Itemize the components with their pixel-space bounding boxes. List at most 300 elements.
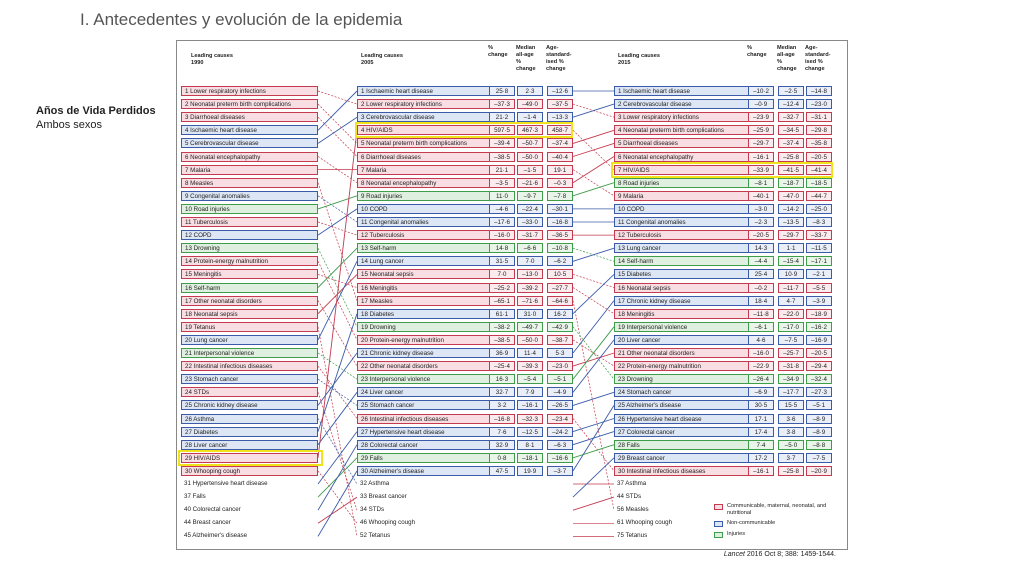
change-value: –39·3	[517, 361, 543, 371]
change-value: 10·5	[547, 269, 573, 279]
cause-box-2005: 13 Self-harm	[357, 243, 494, 253]
cause-box-1990: 13 Drowning	[181, 243, 318, 253]
rank-connector	[318, 117, 357, 156]
rank-connector	[318, 222, 357, 235]
cause-box-2005: 34 STDs	[360, 506, 385, 514]
change-value: –20·5	[806, 348, 832, 358]
change-value: –49·7	[517, 322, 543, 332]
cause-box-1990: 37 Falls	[184, 493, 206, 501]
cause-box-2015: 9 Malaria	[614, 191, 751, 201]
change-value: 14·3	[748, 243, 774, 253]
change-value: 8·1	[517, 440, 543, 450]
cause-box-2015: 11 Congenital anomalies	[614, 217, 751, 227]
change-value: –26·5	[547, 400, 573, 410]
cause-box-2005: 19 Drowning	[357, 322, 494, 332]
change-value: –15·4	[778, 256, 804, 266]
header-2005-line: Leading causes	[361, 53, 403, 59]
rank-connector	[573, 340, 614, 392]
change-value: –26·4	[748, 374, 774, 384]
change-value: –18·7	[778, 178, 804, 188]
cause-box-1990: 45 Alzheimer's disease	[184, 532, 248, 540]
change-value: –16·0	[748, 348, 774, 358]
change-value: –16·9	[806, 335, 832, 345]
cause-box-2005: 4 HIV/AIDS	[357, 125, 494, 135]
rank-connector	[318, 196, 357, 222]
cause-box-2005: 10 COPD	[357, 204, 494, 214]
header-age-std-c2005	[546, 45, 572, 73]
header-median-c2005-line: all-age	[516, 52, 534, 58]
change-value: –7·8	[547, 191, 573, 201]
change-value: –21·6	[517, 178, 543, 188]
rank-connector	[318, 419, 357, 485]
change-value: 597·5	[489, 125, 515, 135]
change-value: –37·5	[547, 99, 573, 109]
cause-box-2015: 15 Diabetes	[614, 269, 751, 279]
rank-connector	[573, 274, 614, 287]
header-median-c2015-line: Median	[777, 45, 797, 51]
change-value: –31·7	[517, 230, 543, 240]
change-value: –17·7	[778, 387, 804, 397]
legend-label-cm: Communicable, maternal, neonatal, and nutritional	[727, 503, 827, 516]
change-value: 11·4	[517, 348, 543, 358]
cause-box-1990: 27 Diabetes	[181, 427, 318, 437]
cause-box-2015: 3 Lower respiratory infections	[614, 112, 751, 122]
legend-label-inj: Injuries	[727, 531, 746, 537]
change-value: –64·6	[547, 296, 573, 306]
change-value: –0·3	[547, 178, 573, 188]
header-median-c2005-line: change	[516, 66, 536, 72]
change-value: 25·4	[748, 269, 774, 279]
rank-connector	[318, 209, 357, 235]
rank-connector	[573, 143, 614, 156]
rank-connector	[318, 392, 357, 444]
change-value: –14·2	[778, 204, 804, 214]
change-value: –25·9	[748, 125, 774, 135]
change-value: –24·2	[547, 427, 573, 437]
citation-rest: 2016 Oct 8; 388: 1459-1544.	[744, 551, 836, 558]
change-value: –25·4	[489, 361, 515, 371]
cause-box-1990: 1 Lower respiratory infections	[181, 86, 318, 96]
change-value: 1·1	[778, 243, 804, 253]
change-value: –16·2	[806, 322, 832, 332]
cause-box-1990: 6 Neonatal encephalopathy	[181, 152, 318, 162]
change-value: 7·0	[489, 269, 515, 279]
change-value: –5·1	[547, 374, 573, 384]
cause-box-2005: 21 Chronic kidney disease	[357, 348, 494, 358]
header-age-std-c2015	[805, 45, 831, 73]
change-value: –23·0	[806, 99, 832, 109]
change-value: –18·5	[806, 178, 832, 188]
cause-box-2015: 61 Whooping cough	[617, 519, 673, 527]
change-value: 2·3	[517, 86, 543, 96]
change-value: –41·5	[778, 165, 804, 175]
change-value: 3·2	[489, 400, 515, 410]
cause-box-2005: 14 Lung cancer	[357, 256, 494, 266]
cause-box-2005: 25 Stomach cancer	[357, 400, 494, 410]
cause-box-1990: 23 Stomach cancer	[181, 374, 318, 384]
change-value: –16·1	[517, 400, 543, 410]
change-value: 25·8	[489, 86, 515, 96]
change-value: –50·0	[517, 152, 543, 162]
header-1990-line: Leading causes	[191, 53, 233, 59]
change-value: –25·0	[806, 204, 832, 214]
cause-box-1990: 31 Hypertensive heart disease	[184, 480, 268, 487]
header-pct-change-c2015	[747, 45, 767, 59]
change-value: 17·1	[748, 414, 774, 424]
change-value: 7·9	[517, 387, 543, 397]
change-value: –42·9	[547, 322, 573, 332]
rank-connector	[318, 183, 357, 301]
rank-connector	[318, 314, 357, 432]
cause-box-1990: 17 Other neonatal disorders	[181, 296, 318, 306]
header-1990-line: 1990	[191, 60, 204, 66]
cause-box-2005: 28 Colorectal cancer	[357, 440, 494, 450]
cause-box-2005: 8 Neonatal encephalopathy	[357, 178, 494, 188]
change-value: –1·5	[517, 165, 543, 175]
change-value: –8·1	[748, 178, 774, 188]
subtitle-text: Ambos sexos	[36, 119, 103, 131]
cause-box-1990: 5 Cerebrovascular disease	[181, 138, 318, 148]
header-age-std-c2015-line: standard-	[805, 52, 831, 58]
cause-box-2015: 25 Alzheimer's disease	[614, 400, 751, 410]
cause-box-1990: 44 Breast cancer	[184, 519, 231, 527]
legend-label-nc: Non-communicable	[727, 520, 776, 526]
change-value: –11·8	[748, 309, 774, 319]
change-value: 17·4	[748, 427, 774, 437]
cause-box-2015: 30 Intestinal infectious diseases	[614, 466, 751, 476]
cause-box-2015: 22 Protein-energy malnutrition	[614, 361, 751, 371]
change-value: 10·9	[778, 269, 804, 279]
rank-connector	[573, 353, 614, 366]
change-value: –27·7	[547, 283, 573, 293]
rank-connector	[318, 248, 357, 287]
highlight-hiv-2005	[355, 122, 573, 138]
cause-box-1990: 11 Tuberculosis	[181, 217, 318, 227]
change-value: –16·1	[748, 466, 774, 476]
change-value: –50·0	[517, 335, 543, 345]
header-median-c2015-line: %	[777, 59, 782, 65]
change-value: –18·1	[517, 453, 543, 463]
cause-box-1990: 16 Self-harm	[181, 283, 318, 293]
change-value: –1·4	[517, 112, 543, 122]
change-value: –8·8	[806, 440, 832, 450]
cause-box-2005: 30 Alzheimer's disease	[357, 466, 494, 476]
change-value: 458·7	[547, 125, 573, 135]
change-value: –4·9	[547, 387, 573, 397]
change-value: –47·0	[778, 191, 804, 201]
header-age-std-c2005-line: ised %	[546, 59, 564, 65]
change-value: –3·7	[547, 466, 573, 476]
change-value: –16·0	[489, 230, 515, 240]
change-value: –7·5	[806, 453, 832, 463]
change-value: –9·7	[517, 191, 543, 201]
cause-box-1990: 30 Whooping cough	[181, 466, 318, 476]
change-value: –37·3	[489, 99, 515, 109]
cause-box-2005: 18 Diabetes	[357, 309, 494, 319]
change-value: –25·2	[489, 283, 515, 293]
change-value: 467·3	[517, 125, 543, 135]
change-value: 19·1	[547, 165, 573, 175]
change-value: –29·7	[748, 138, 774, 148]
change-value: –39·4	[489, 138, 515, 148]
change-value: –34·9	[778, 374, 804, 384]
subtitle-bold: Años de Vida Perdidos	[36, 105, 156, 117]
rank-connector	[573, 392, 614, 405]
change-value: –41·4	[806, 165, 832, 175]
header-age-std-c2015-line: change	[805, 66, 825, 72]
change-value: –23·4	[547, 414, 573, 424]
change-value: –13·3	[547, 112, 573, 122]
change-value: –3·0	[748, 204, 774, 214]
cause-box-2005: 7 Malaria	[357, 165, 494, 175]
header-pct-change-c2005-line: %	[488, 45, 493, 51]
highlight-hiv-2015	[611, 162, 833, 178]
change-value: 3·8	[778, 427, 804, 437]
change-value: –4·6	[489, 204, 515, 214]
header-1990	[191, 53, 233, 67]
change-value: –6·2	[547, 256, 573, 266]
change-value: –22·0	[778, 309, 804, 319]
header-2005	[361, 53, 403, 67]
change-value: –27·3	[806, 387, 832, 397]
change-value: –33·0	[517, 217, 543, 227]
cause-box-2015: 19 Interpersonal violence	[614, 322, 751, 332]
change-value: –16·1	[748, 152, 774, 162]
change-value: –6·1	[748, 322, 774, 332]
change-value: –11·5	[806, 243, 832, 253]
change-value: –23·0	[547, 361, 573, 371]
change-value: –23·9	[748, 112, 774, 122]
change-value: 16·3	[489, 374, 515, 384]
header-2015	[618, 53, 660, 67]
rank-connector	[318, 117, 357, 143]
cause-box-2015: 28 Falls	[614, 440, 751, 450]
change-value: –17·6	[489, 217, 515, 227]
change-value: –33·7	[806, 230, 832, 240]
change-value: –5·1	[806, 400, 832, 410]
change-value: –3·9	[806, 296, 832, 306]
cause-box-1990: 22 Intestinal infectious diseases	[181, 361, 318, 371]
change-value: 3·7	[778, 453, 804, 463]
change-value: 30·5	[748, 400, 774, 410]
change-value: –3·5	[489, 178, 515, 188]
rank-connector	[573, 301, 614, 353]
change-value: –38·2	[489, 322, 515, 332]
cause-box-1990: 40 Colorectal cancer	[184, 506, 241, 514]
rank-connector	[573, 405, 614, 471]
change-value: –13·5	[778, 217, 804, 227]
cause-box-1990: 18 Neonatal sepsis	[181, 309, 318, 319]
cause-box-2005: 46 Whooping cough	[360, 519, 416, 527]
rank-connector	[318, 471, 357, 523]
cause-box-1990: 21 Interpersonal violence	[181, 348, 318, 358]
cause-box-1990: 24 STDs	[181, 387, 318, 397]
change-value: 16·2	[547, 309, 573, 319]
change-value: –16·8	[489, 414, 515, 424]
change-value: –50·7	[517, 138, 543, 148]
cause-box-1990: 12 COPD	[181, 230, 318, 240]
cause-box-2015: 24 Stomach cancer	[614, 387, 751, 397]
cause-box-1990: 7 Malaria	[181, 165, 318, 175]
change-value: –38·5	[489, 335, 515, 345]
cause-box-2015: 2 Cerebrovascular disease	[614, 99, 751, 109]
header-median-c2005-line: Median	[516, 45, 536, 51]
change-value: –20·5	[806, 152, 832, 162]
cause-box-2015: 20 Liver cancer	[614, 335, 751, 345]
rank-connector	[573, 445, 614, 458]
change-value: 5·3	[547, 348, 573, 358]
rank-connector	[318, 353, 357, 379]
cause-box-2005: 6 Diarrhoeal diseases	[357, 152, 494, 162]
header-age-std-c2015-line: Age-	[805, 45, 818, 51]
change-value: –6·3	[547, 440, 573, 450]
cause-box-2015: 14 Self-harm	[614, 256, 751, 266]
change-value: –40·4	[547, 152, 573, 162]
cause-box-2015: 75 Tetanus	[617, 532, 648, 540]
change-value: 21·2	[489, 112, 515, 122]
change-value: –38·5	[489, 152, 515, 162]
rank-connector	[573, 419, 614, 432]
subtitle-block	[36, 104, 156, 132]
change-value: –13·0	[517, 269, 543, 279]
rank-connector	[573, 157, 614, 183]
change-value: 36·9	[489, 348, 515, 358]
change-value: 4·7	[778, 296, 804, 306]
change-value: 3·6	[778, 414, 804, 424]
change-value: –4·4	[748, 256, 774, 266]
change-value: –11·7	[778, 283, 804, 293]
cause-box-2015: 1 Ischaemic heart disease	[614, 86, 751, 96]
rank-connector	[573, 288, 614, 314]
rank-connector	[573, 419, 614, 471]
rank-connector	[318, 91, 357, 104]
header-pct-change-c2005-line: change	[488, 52, 508, 58]
header-median-c2015-line: change	[777, 66, 797, 72]
cause-box-2015: 29 Breast cancer	[614, 453, 751, 463]
rank-connector	[318, 196, 357, 209]
change-value: 32·9	[489, 440, 515, 450]
cause-box-1990: 9 Congenital anomalies	[181, 191, 318, 201]
header-age-std-c2005-line: Age-	[546, 45, 559, 51]
change-value: 31·5	[489, 256, 515, 266]
rank-connector	[318, 130, 357, 458]
cause-box-2015: 10 COPD	[614, 204, 751, 214]
legend-swatch-nc	[714, 521, 723, 527]
header-2015-line: Leading causes	[618, 53, 660, 59]
cause-box-1990: 15 Meningitis	[181, 269, 318, 279]
cause-box-2015: 44 STDs	[617, 493, 642, 501]
slide-title: I. Antecedentes y evolución de la epidemia	[80, 10, 403, 29]
cause-box-2015: 13 Lung cancer	[614, 243, 751, 253]
change-value: –18·9	[806, 309, 832, 319]
legend-swatch-inj	[714, 532, 723, 538]
cause-box-1990: 26 Asthma	[181, 414, 318, 424]
header-median-c2015	[777, 45, 797, 73]
cause-box-2015: 56 Measles	[617, 506, 649, 514]
header-2005-line: 2005	[361, 60, 374, 66]
change-value: –31·1	[806, 112, 832, 122]
cause-box-2005: 27 Hypertensive heart disease	[357, 427, 494, 437]
change-value: –39·2	[517, 283, 543, 293]
change-value: –20·5	[748, 230, 774, 240]
cause-box-2015: 8 Road injuries	[614, 178, 751, 188]
change-value: –0·2	[748, 283, 774, 293]
legend-swatch-cm	[714, 504, 723, 510]
cause-box-2015: 27 Colorectal cancer	[614, 427, 751, 437]
change-value: –40·1	[748, 191, 774, 201]
rank-connector	[318, 301, 357, 367]
change-value: –8·9	[806, 414, 832, 424]
change-value: –16·6	[547, 453, 573, 463]
cause-box-2005: 5 Neonatal preterm birth complications	[357, 138, 494, 148]
change-value: –8·3	[806, 217, 832, 227]
change-value: –37·4	[778, 138, 804, 148]
cause-box-1990: 29 HIV/AIDS	[181, 453, 318, 463]
change-value: 18·4	[748, 296, 774, 306]
header-age-std-c2005-line: change	[546, 66, 566, 72]
cause-box-1990: 3 Diarrhoeal diseases	[181, 112, 318, 122]
change-value: –2·3	[748, 217, 774, 227]
change-value: –29·8	[806, 125, 832, 135]
cause-box-1990: 10 Road injuries	[181, 204, 318, 214]
rank-connector	[573, 170, 614, 196]
cause-box-2015: 4 Neonatal preterm birth complications	[614, 125, 751, 135]
cause-box-2005: 1 Ischaemic heart disease	[357, 86, 494, 96]
change-value: –25·8	[778, 466, 804, 476]
rank-connector	[573, 301, 614, 511]
cause-box-2005: 20 Protein-energy malnutrition	[357, 335, 494, 345]
change-value: –5·5	[806, 283, 832, 293]
change-value: 7·0	[517, 256, 543, 266]
cause-box-1990: 4 Ischaemic heart disease	[181, 125, 318, 135]
change-value: –30·1	[547, 204, 573, 214]
change-value: –17·0	[778, 322, 804, 332]
cause-box-2015: 18 Meningitis	[614, 309, 751, 319]
change-value: 7·4	[748, 440, 774, 450]
ranking-figure	[176, 40, 848, 550]
cause-box-2005: 16 Meningitis	[357, 283, 494, 293]
change-value: –22·9	[748, 361, 774, 371]
cause-box-1990: 14 Protein-energy malnutrition	[181, 256, 318, 266]
change-value: 15·5	[778, 400, 804, 410]
change-value: 0·8	[489, 453, 515, 463]
cause-box-2005: 23 Interpersonal violence	[357, 374, 494, 384]
cause-box-1990: 2 Neonatal preterm birth complications	[181, 99, 318, 109]
change-value: –25·8	[778, 152, 804, 162]
cause-box-2005: 52 Tetanus	[360, 532, 391, 540]
change-value: 61·1	[489, 309, 515, 319]
change-value: –5·0	[778, 440, 804, 450]
change-value: –8·9	[806, 427, 832, 437]
change-value: 4·6	[748, 335, 774, 345]
header-median-c2015-line: all-age	[777, 52, 795, 58]
rank-connector	[318, 248, 357, 327]
change-value: –12·4	[778, 99, 804, 109]
rank-connector	[573, 130, 614, 143]
change-value: –12·6	[547, 86, 573, 96]
cause-box-2005: 32 Asthma	[360, 480, 390, 487]
header-age-std-c2015-line: ised %	[805, 59, 823, 65]
change-value: –20·9	[806, 466, 832, 476]
change-value: 17·2	[748, 453, 774, 463]
cause-box-2005: 3 Cerebrovascular disease	[357, 112, 494, 122]
rank-connector	[573, 497, 614, 510]
header-2015-line: 2015	[618, 60, 631, 66]
cause-box-2015: 21 Other neonatal disorders	[614, 348, 751, 358]
cause-box-2005: 12 Tuberculosis	[357, 230, 494, 240]
change-value: –10·2	[748, 86, 774, 96]
rank-connector	[318, 91, 357, 130]
